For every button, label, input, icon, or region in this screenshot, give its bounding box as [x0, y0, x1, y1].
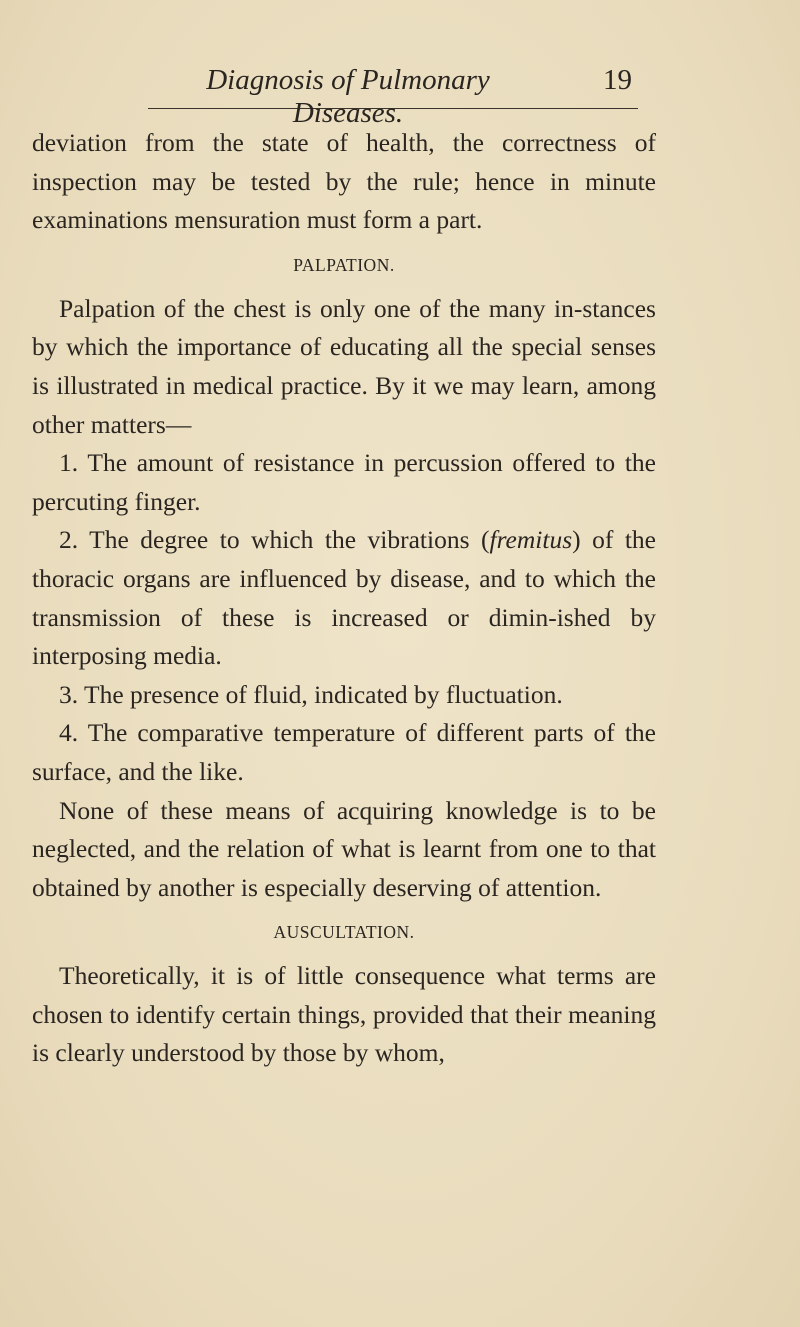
paragraph-auscultation: Theoretically, it is of little consequence what terms are chosen to identify certain things, provided that their meaning is clearly understood by those by whom,: [32, 961, 656, 1068]
section-heading-auscultation: AUSCULTATION.: [273, 922, 415, 943]
paragraph-continuation: deviation from the state of health, the correctness of inspection may be tested by the rule; hence in minute examinations mensuration must form a part.: [32, 128, 656, 235]
paragraph-palpation-intro: Palpation of the chest is only one of the many in-stances by which the importance of educating all the special senses is illustrated in medical practice. By it we may learn, among other matters—: [32, 293, 656, 439]
list-item-2-italic: fremitus: [489, 525, 573, 555]
page-body: [32, 124, 656, 1073]
section-heading-palpation: PALPATION.: [293, 254, 395, 275]
paragraph-none-of-these: None of these means of acquiring knowledge is to be neglected, and the relation of what is learnt from one to that obtained by another is especially deserving of attention.: [32, 795, 656, 902]
list-item-2-start: 2. The degree to which the vibrations (: [59, 525, 490, 555]
list-item-1: 1. The amount of resistance in percussion offered to the percuting finger.: [32, 448, 656, 516]
list-item-4: 4. The comparative temperature of different parts of the surface, and the like.: [32, 718, 656, 786]
list-item-3: 3. The presence of fluid, indicated by fluctuation.: [59, 679, 563, 709]
page-header: [148, 64, 638, 129]
running-title: Diagnosis of Pulmonary Diseases.: [206, 64, 490, 129]
list-item-2-end: ) of the thoracic organs are influenced by disease, and to which the transmission of these is increased or dimin-ished by interposing media.: [32, 525, 656, 671]
list-item-2: [32, 521, 656, 675]
page-number: 19: [603, 64, 632, 96]
